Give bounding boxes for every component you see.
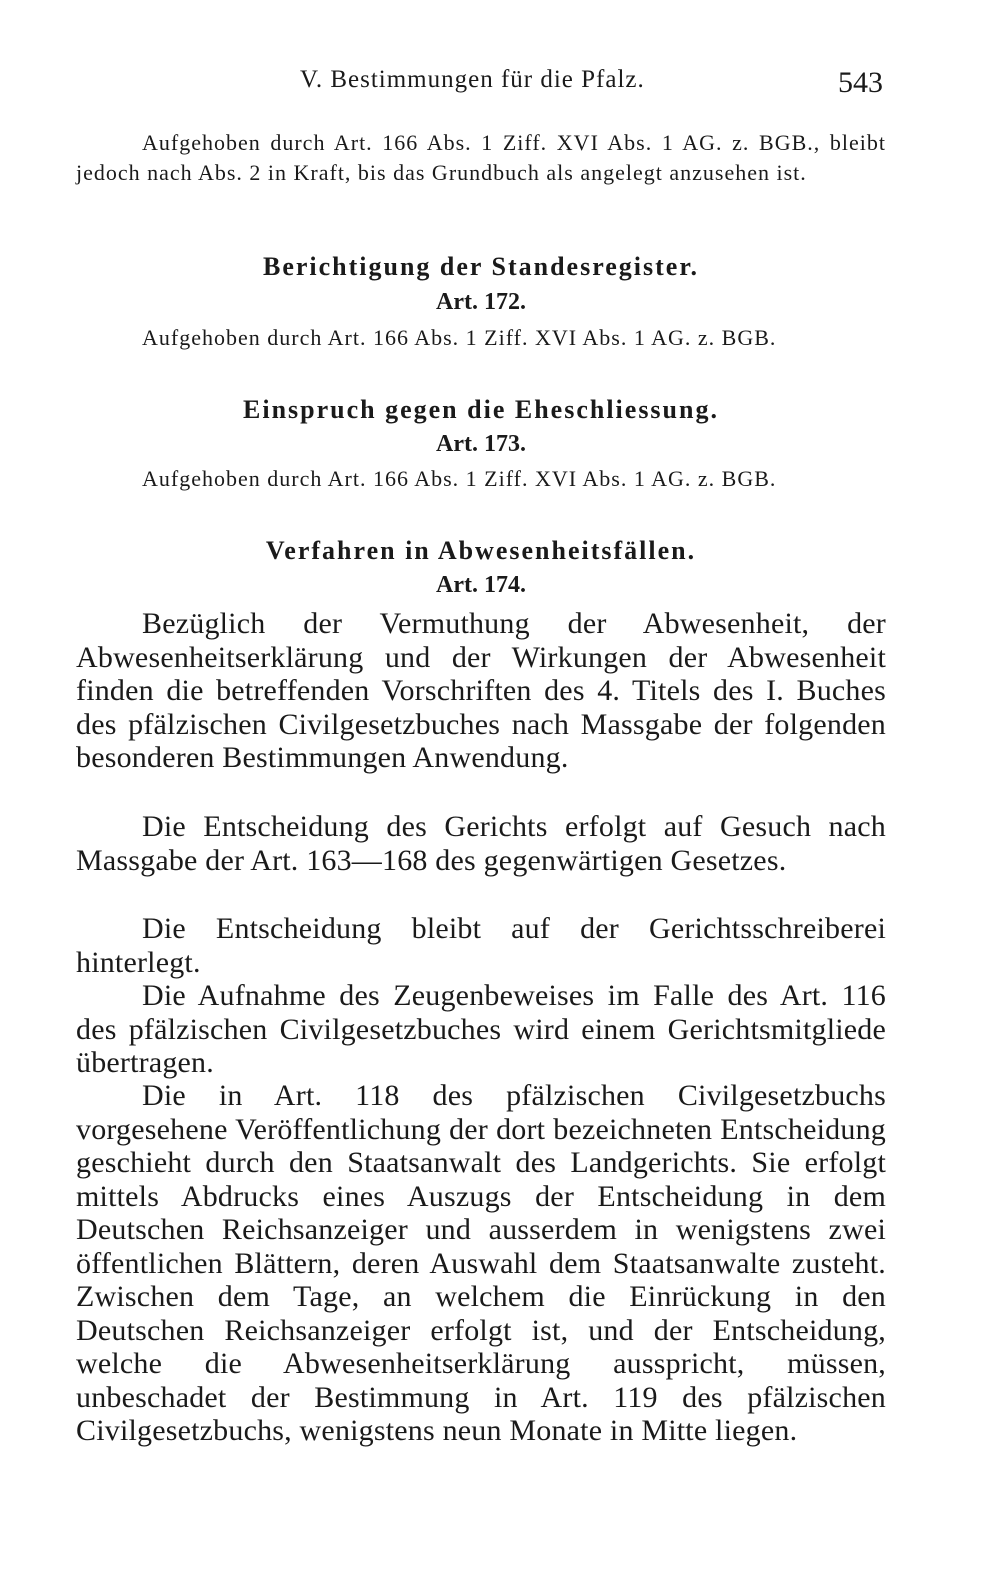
article-172-text: Aufgehoben durch Art. 166 Abs. 1 Ziff. XVI Abs. 1 AG. z. BGB. — [142, 325, 777, 350]
article-173-text: Aufgehoben durch Art. 166 Abs. 1 Ziff. XVI Abs. 1 AG. z. BGB. — [142, 466, 777, 491]
article-174-paragraph-5: Die in Art. 118 des pfälzischen Civilgesetzbuchs vorgesehene Veröffentlichung der dort bezeichneten Entscheidung geschieht durch den Staatsanwalt des Landgerichts. Sie erfolgt mittels Abdrucks eines Auszugs der Entscheidung in dem Deutschen Reichsanzeiger und ausserdem in wenigstens zwei öffentlichen Blättern, deren Auswahl dem Staatsanwalte zusteht. Zwischen dem Tage, an welchem die Einrückung in den Deutschen Reichsanzeiger erfolgt ist, und der Entscheidung, welche die Abwesenheitserklärung ausspricht, müssen, unbeschadet der Bestimmung in Art. 119 des pfälzischen Civilgesetzbuchs, wenigstens neun Monate in Mitte liegen. — [76, 1079, 886, 1447]
article-number-173: Art. 173. — [436, 431, 526, 457]
running-title: V. Bestimmungen für die Pfalz. — [300, 66, 645, 93]
article-number-174: Art. 174. — [436, 572, 526, 598]
section-heading-standesregister: Berichtigung der Standesregister. — [262, 252, 700, 281]
page-number: 543 — [838, 66, 883, 99]
article-number-172: Art. 172. — [436, 289, 526, 315]
article-174-paragraph-3: Die Entscheidung bleibt auf der Gerichtsschreiberei hinterlegt. — [76, 912, 886, 979]
article-174-paragraph-4: Die Aufnahme des Zeugenbeweises im Falle des Art. 116 des pfälzischen Civilgesetzbuches wird einem Gerichtsmitgliede übertragen. — [76, 979, 886, 1079]
section-heading-einspruch: Einspruch gegen die Eheschliessung. — [243, 395, 719, 424]
section-heading-abwesenheit: Verfahren in Abwesenheitsfällen. — [265, 536, 697, 565]
intro-paragraph: Aufgehoben durch Art. 166 Abs. 1 Ziff. XVI Abs. 1 AG. z. BGB., bleibt jedoch nach Abs. 2 in Kraft, bis das Grundbuch als angelegt anzusehen ist. — [76, 130, 886, 185]
article-174-paragraph-2: Die Entscheidung des Gerichts erfolgt auf Gesuch nach Massgabe der Art. 163—168 des gegenwärtigen Gesetzes. — [76, 810, 886, 877]
article-174-paragraph-1: Bezüglich der Vermuthung der Abwesenheit, der Abwesenheitserklärung und der Wirkungen der Abwesenheit finden die betreffenden Vorschriften des 4. Titels des I. Buches des pfälzischen Civilgesetzbuches nach Massgabe der folgenden besonderen Bestimmungen Anwendung. — [76, 607, 886, 774]
